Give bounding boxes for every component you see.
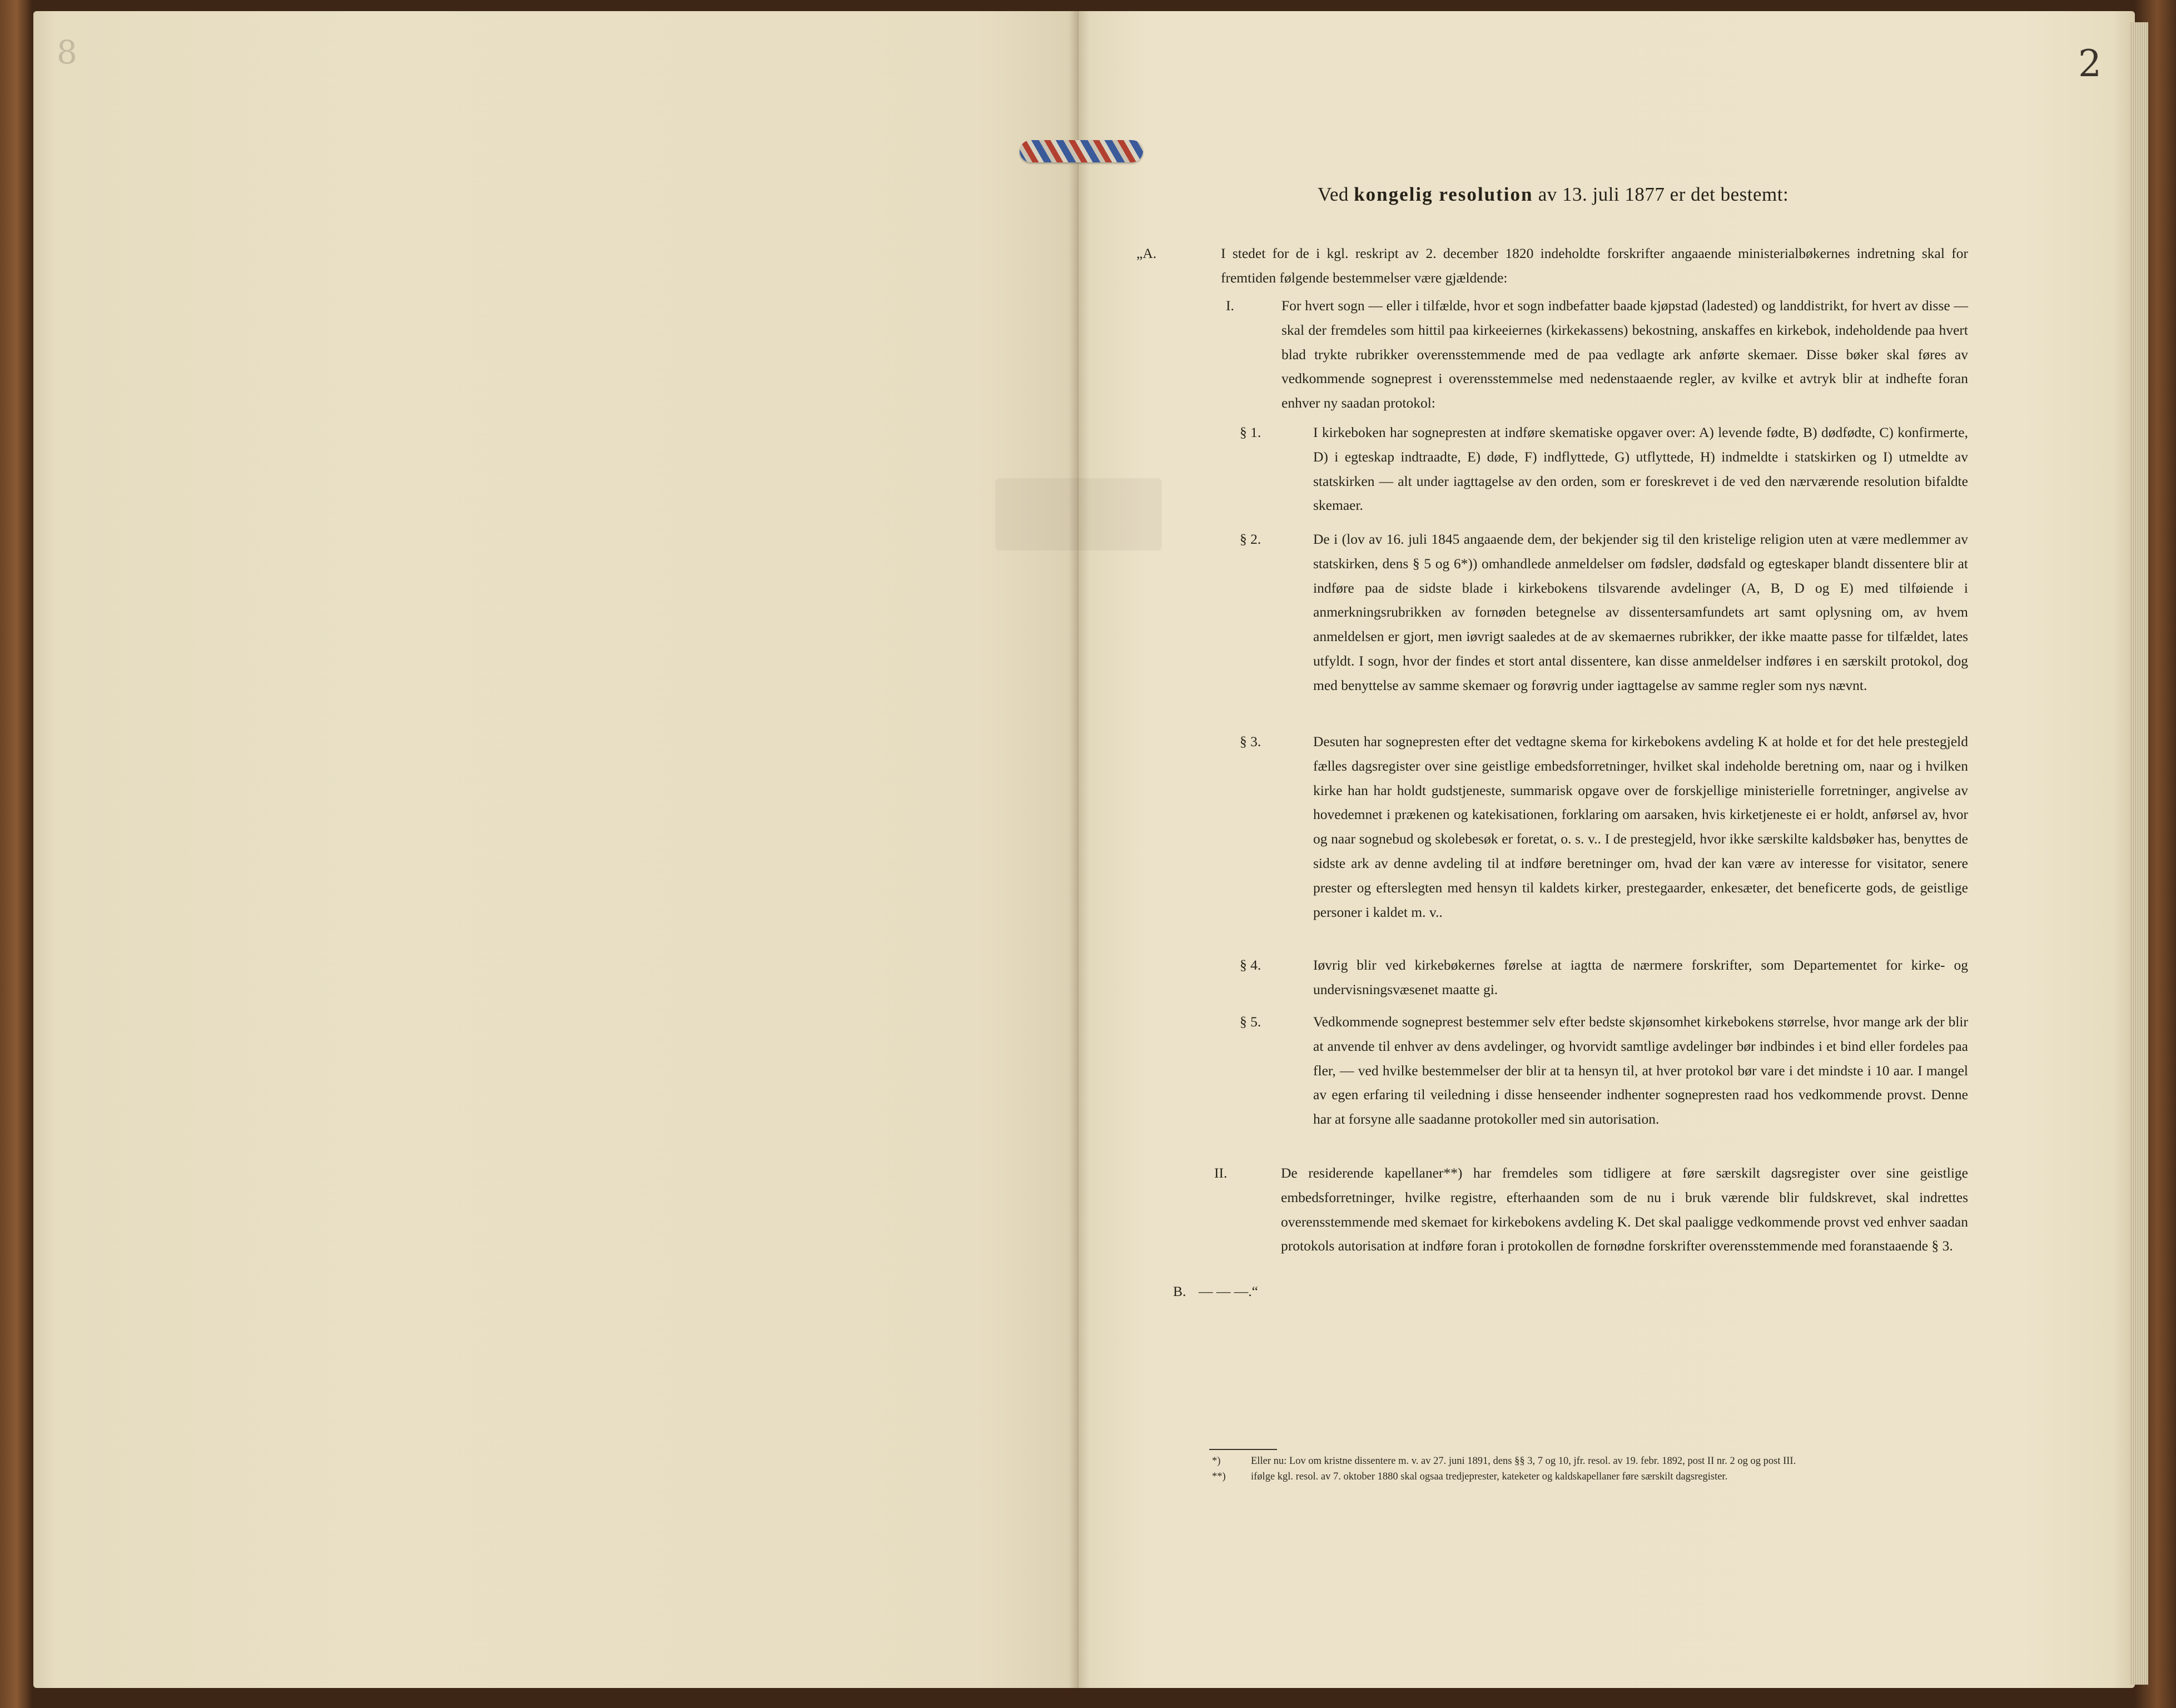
paragraph-4 <box>1240 953 1968 1002</box>
paragraph-text: Desuten har sognepresten efter det vedtagne skema for kirkebokens avdeling K at holde et for det hele prestegjeld fælles dagsregister over sine geistlige embedsforretninger, hvilket skal indeholde beretning om, naar og i hvilken kirke han har holdt gudstjeneste, summarisk opgave over de forskjellige ministerielle forretninger, angivelse av hovedemnet i prækenen og katekisationen, forklaring om aarsaken, hvis kirketjeneste ei er holdt, anførsel av, hvor og naar sognebud og skolebesøk er foretat, o. s. v.. I de prestegjeld, hvor ikke særskilte kaldsbøker has, benyttes de sidste ark av denne avdeling til at indføre beretninger om, hvad der kan være av interesse for visitator, senere prester og efterslegten med hensyn til kaldets kirker, prestegaarder, enkesæter, det beneficerte gods, de geistlige personer i kaldet m. v.. <box>1313 733 1968 920</box>
left-page <box>33 11 1079 1688</box>
section-b-text: — — —.“ <box>1199 1283 1258 1299</box>
heading-suffix: av 13. juli 1877 er det bestemt: <box>1538 183 1789 205</box>
section-a-label: „A. <box>1136 245 1157 261</box>
paragraph-label: § 1. <box>1240 424 1261 440</box>
paragraph-1 <box>1240 420 1968 518</box>
footnote-mark: **) <box>1212 1471 1226 1482</box>
paragraph-label: § 5. <box>1240 1014 1261 1030</box>
section-ii <box>1214 1161 1968 1258</box>
footnote-text: ifølge kgl. resol. av 7. oktober 1880 skal ogsaa tredjeprester, kateketer og kaldskapellaner føre særskilt dagsregister. <box>1251 1471 1728 1482</box>
section-b-label: B. <box>1173 1283 1186 1299</box>
section-i-text: For hvert sogn — eller i tilfælde, hvor et sogn indbefatter baade kjøpstad (ladested) og landdistrikt, for hvert av disse — skal der fremdeles som hittil paa kirkeeiernes (kirkekassens) bekostning, anskaffes en kirkebok, indeholdende paa hvert blad trykte rubrikker overensstemmende med de paa vedlagte ark anførte skemaer. Disse bøker skal føres av vedkommende sogneprest i overensstemmelse med nedenstaaende regler, av kvilke et avtryk blir at indhefte foran enhver ny saadan protokol: <box>1281 297 1968 411</box>
paragraph-5 <box>1240 1010 1968 1131</box>
section-i-label: I. <box>1226 297 1234 314</box>
page-title <box>1318 183 1789 206</box>
heading-prefix: Ved <box>1318 183 1349 205</box>
footnote-2 <box>1212 1469 1974 1484</box>
paragraph-3 <box>1240 729 1968 924</box>
page-number: 2 <box>2078 42 2102 85</box>
paragraph-text: De i (lov av 16. juli 1845 angaaende dem, der bekjender sig til den kristelige religion uten at være medlemmer av statskirken, dens § 5 og 6*)) omhandlede anmeldelser om fødsler, dødsfald og egteskaper blandt dissentere blir at indføre paa de sidste blade i kirkebokens tilsvarende avdelinger (A, B, D og E) med tilføiende i anmerkningsrubrikken av fornøden betegnelse av dissentersamfundets art samt oplysning om, av hvem anmeldelsen er gjort, men iøvrigt saaledes at de av skemaernes rubrikker, der ikke maatte passe for tilfældet, lates utfyldt. I sogn, hvor der findes et stort antal dissentere, kan disse anmeldelser indføres i en særskilt protokol, dog med benyttelse av samme skemaer og forøvrig under iagttagelse av samme regler som nys nævnt. <box>1313 531 1968 693</box>
left-page-corner-mark: 8 <box>57 33 77 71</box>
footnotes <box>1212 1453 1974 1484</box>
paragraph-label: § 4. <box>1240 957 1261 973</box>
paragraph-text: Iøvrig blir ved kirkebøkernes førelse at iagtta de nærmere forskrifter, som Departementet for kirke- og undervisningsvæsenet maatte gi. <box>1313 957 1968 997</box>
footnote-mark: *) <box>1212 1456 1221 1467</box>
footnote-rule <box>1209 1449 1277 1450</box>
footnote-text: Eller nu: Lov om kristne dissentere m. v. av 27. juni 1891, dens §§ 3, 7 og 10, jfr. resol. av 19. febr. 1892, post II nr. 2 og og post III. <box>1251 1456 1796 1467</box>
section-b <box>1173 1283 1258 1300</box>
section-ii-text: De residerende kapellaner**) har fremdeles som tidligere at føre særskilt dagsregister over sine geistlige embedsforretninger, hvilke registre, efterhaanden som de nu i bruk værende blir fuldskrevet, skal indrettes overensstemmende med skemaet for kirkebokens avdeling K. Det skal paaligge vedkommende provst ved enhver saadan protokols autorisation at indføre foran i protokollen de fornødne forskrifter overensstemmende med foranstaaende § 3. <box>1281 1165 1968 1254</box>
paragraph-label: § 2. <box>1240 531 1261 547</box>
paragraph-label: § 3. <box>1240 733 1261 749</box>
binding-thread <box>1020 140 1143 162</box>
section-a <box>1136 241 1968 290</box>
section-ii-label: II. <box>1214 1165 1228 1181</box>
paragraph-text: Vedkommende sogneprest bestemmer selv efter bedste skjønsomhet kirkebokens størrelse, hvor mange ark der blir at anvende til enhver av dens avdelinger, og hvorvidt samtlige avdelinger bør indbindes i et bind eller fordeles paa fler, — ved hvilke bestemmelser der blir at ta hensyn til, at hver protokol bør vare i det mindste i 10 aar. I mangel av egen erfaring til veiledning i disse henseender indhenter sognepresten raad hos vedkommende provst. Denne har at forsyne alle saadanne protokoller med sin autorisation. <box>1313 1014 1968 1128</box>
section-a-text: I stedet for de i kgl. reskript av 2. december 1820 indeholdte forskrifter angaaende ministerialbøkernes indretning skal for fremtiden følgende bestemmelser være gjældende: <box>1221 245 1968 286</box>
page-edges <box>2129 22 2148 1685</box>
paragraph-2 <box>1240 527 1968 698</box>
footnote-1 <box>1212 1453 1974 1469</box>
section-i <box>1226 294 1968 415</box>
heading-bold: kongelig resolution <box>1354 183 1533 205</box>
bleed-through-mark <box>995 478 1162 550</box>
paragraph-text: I kirkeboken har sognepresten at indføre skematiske opgaver over: A) levende fødte, B) dødfødte, C) konfirmerte, D) i egteskap indtraadte, E) døde, F) indflyttede, G) utflyttede, H) indmeldte i statskirken og I) utmeldte av statskirken — alt under iagttagelse av den orden, som er foreskrevet i de ved den nærværende resolution bifaldte skemaer. <box>1313 424 1968 514</box>
